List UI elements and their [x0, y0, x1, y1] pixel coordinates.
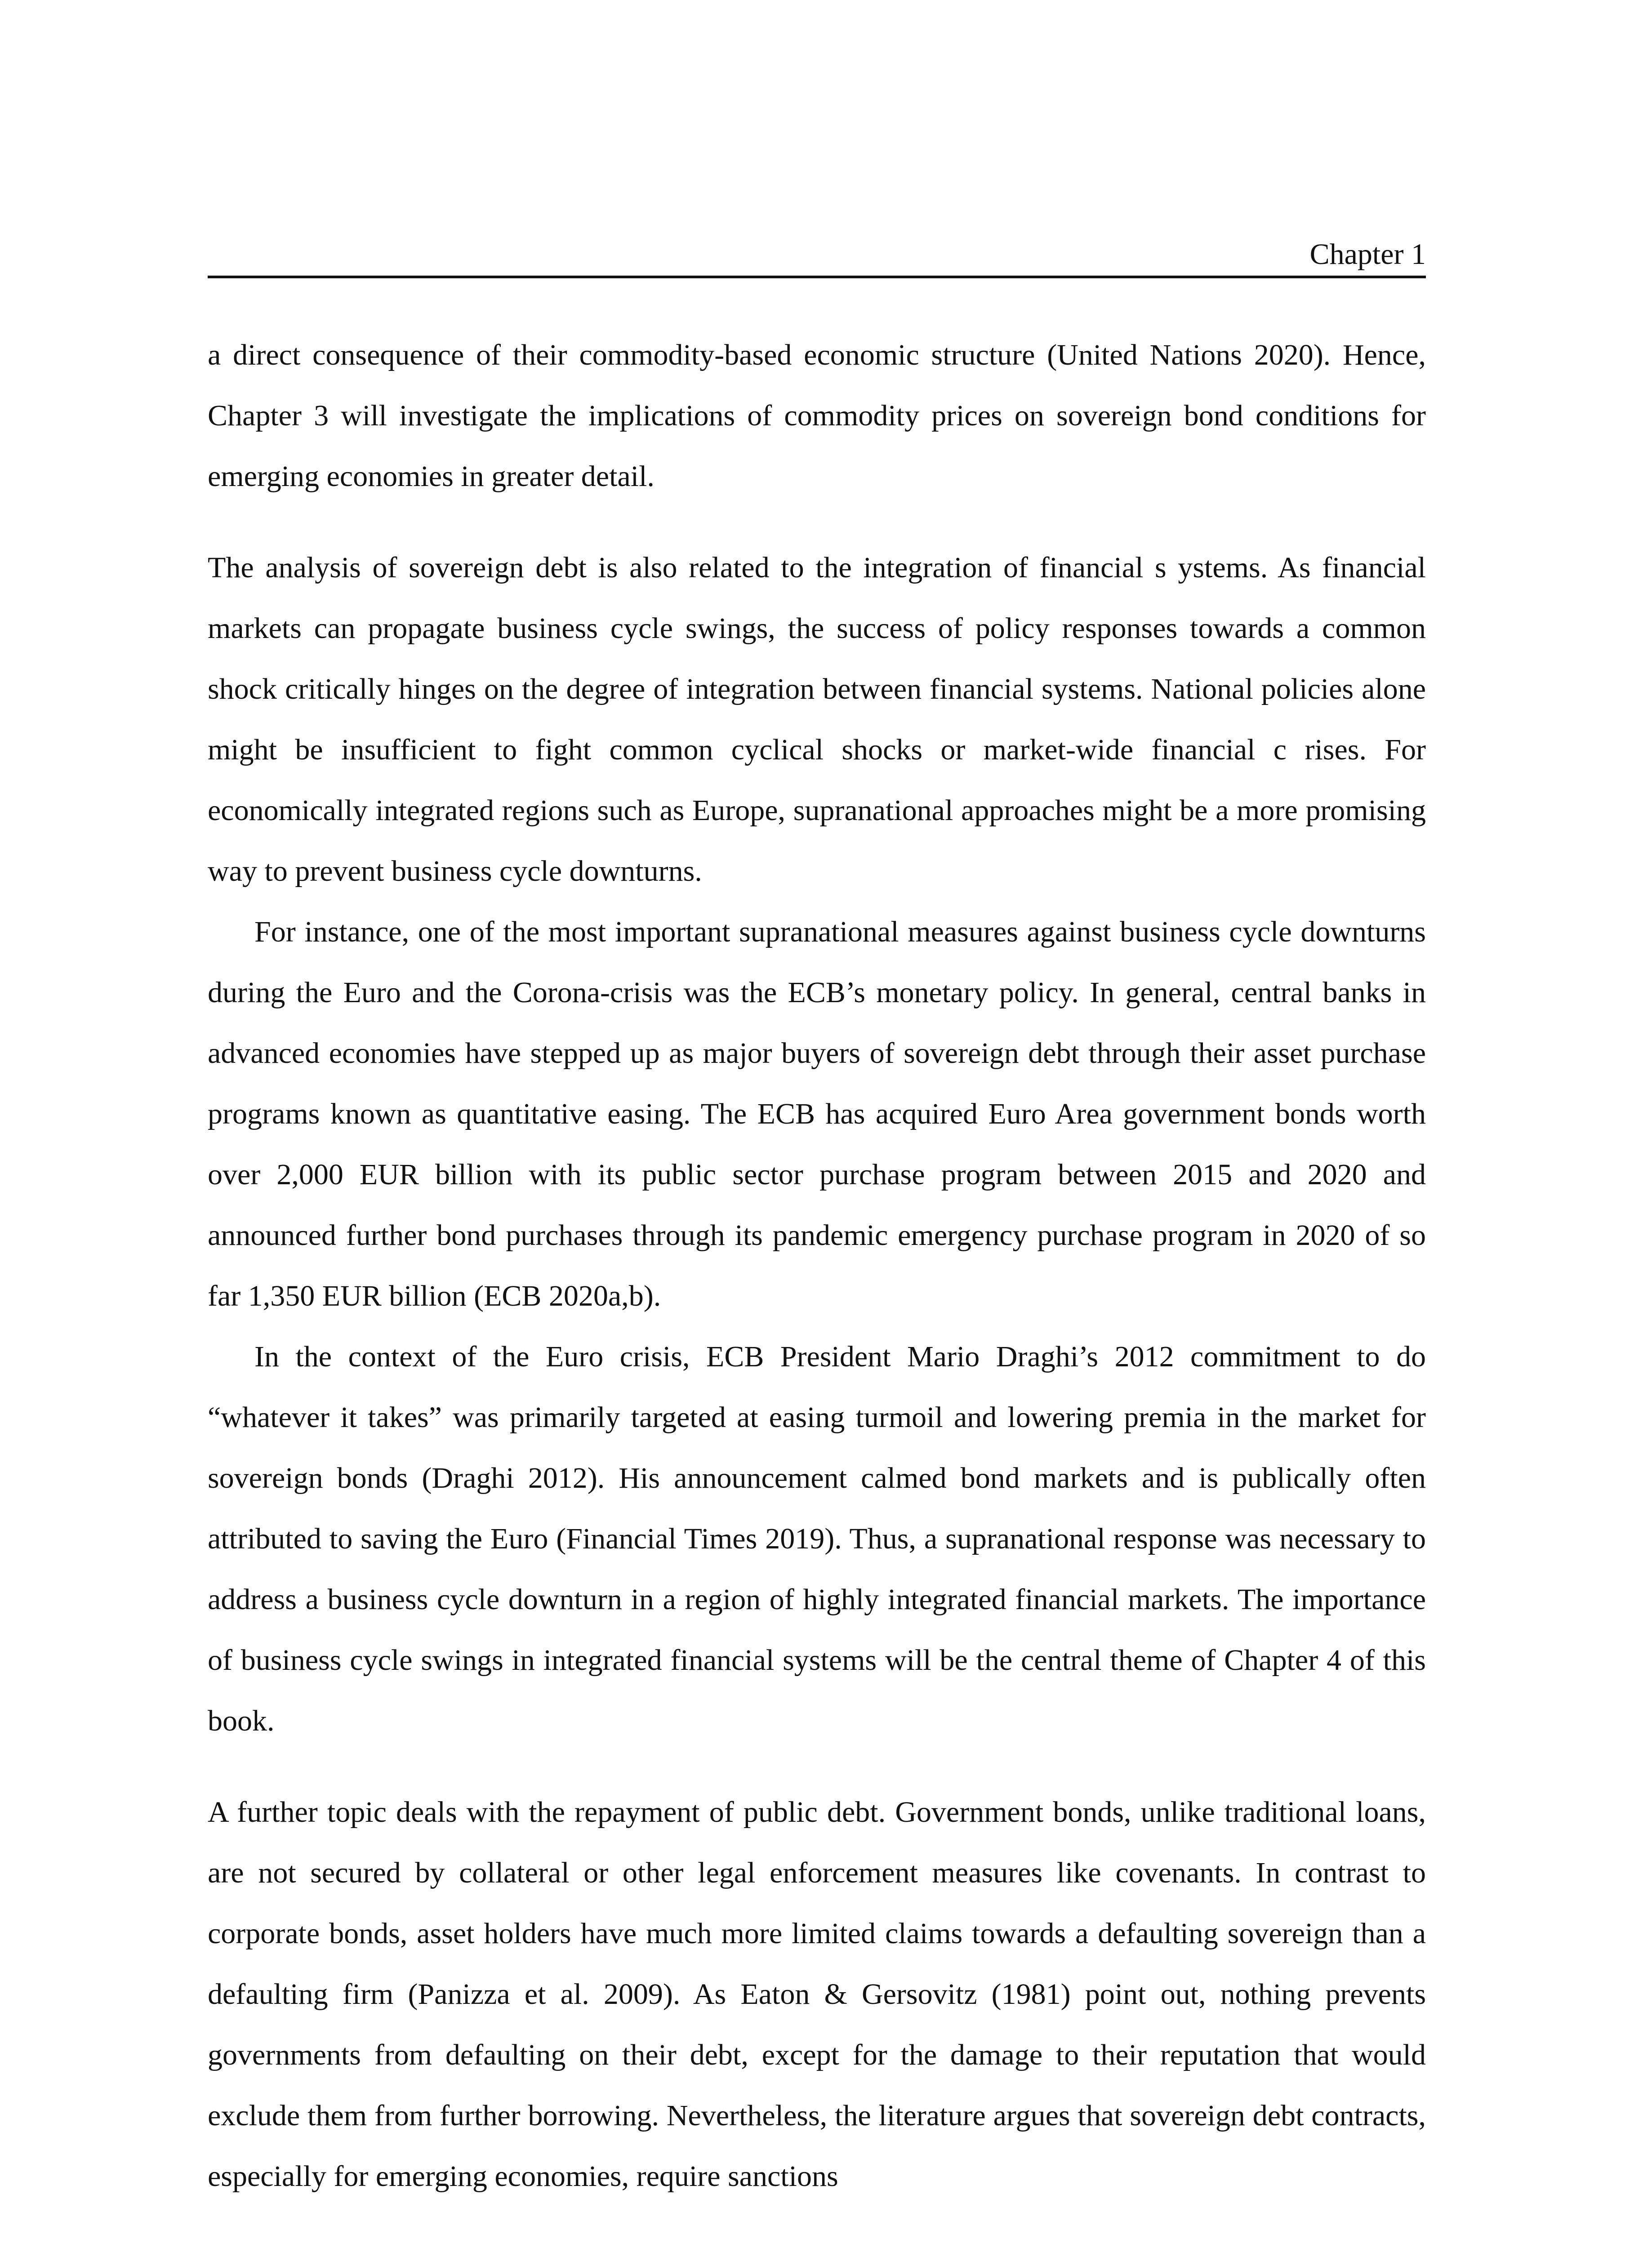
- paragraph-financial-integration: The analysis of sovereign debt is also related to the integration of financial s ystems. As financial markets can propagate business cycle swings, the success of policy responses towards a common shock critically hinges on the degree of integration between financial systems. National policies alone might be insufficient to fight common cyclical shocks or market-wide financial c rises. For economically integrated regions such as Europe, supranational approaches might be a more promising way to prevent business cycle downturns.: [208, 551, 1426, 888]
- running-header: Chapter 1: [1309, 238, 1426, 271]
- body-text: [208, 325, 1426, 2207]
- paragraph-ecb-monetary-policy: For instance, one of the most important supranational measures against business cycle downturns during the Euro and the Corona-crisis was the ECB’s monetary policy. In general, central banks in advanced economies have stepped up as major buyers of sovereign debt through their asset purchase programs known as quantitative easing. The ECB has acquired Euro Area government bonds worth over 2,000 EUR billion with its public sector purchase program between 2015 and 2020 and announced further bond purchases through its pandemic emergency purchase program in 2020 of so far 1,350 EUR billion (ECB 2020a,b).: [208, 915, 1426, 1312]
- header-rule: [208, 276, 1426, 278]
- paragraph-debt-repayment: A further topic deals with the repayment of public debt. Government bonds, unlike traditional loans, are not secured by collateral or other legal enforcement measures like covenants. In contrast to corporate bonds, asset holders have much more limited claims towards a defaulting sovereign than a defaulting firm (Panizza et al. 2009). As Eaton & Gersovitz (1981) point out, nothing prevents governments from defaulting on their debt, except for the damage to their reputation that would exclude them from further borrowing. Nevertheless, the literature argues that sovereign debt contracts, especially for emerging economies, require sanctions: [208, 1796, 1426, 2193]
- paragraph-commodity-structure: a direct consequence of their commodity-based economic structure (United Nations 2020). Hence, Chapter 3 will investigate the implications of commodity prices on sovereign bond conditions for emerging economies in greater detail.: [208, 339, 1426, 493]
- paragraph-euro-crisis: In the context of the Euro crisis, ECB President Mario Draghi’s 2012 commitment to do “whatever it takes” was primarily targeted at easing turmoil and lowering premia in the market for sovereign bonds (Draghi 2012). His announcement calmed bond markets and is publically often attributed to saving the Euro (Financial Times 2019). Thus, a supranational response was necessary to address a business cycle downturn in a region of highly integrated financial markets. The importance of business cycle swings in integrated financial systems will be the central theme of Chapter 4 of this book.: [208, 1340, 1426, 1737]
